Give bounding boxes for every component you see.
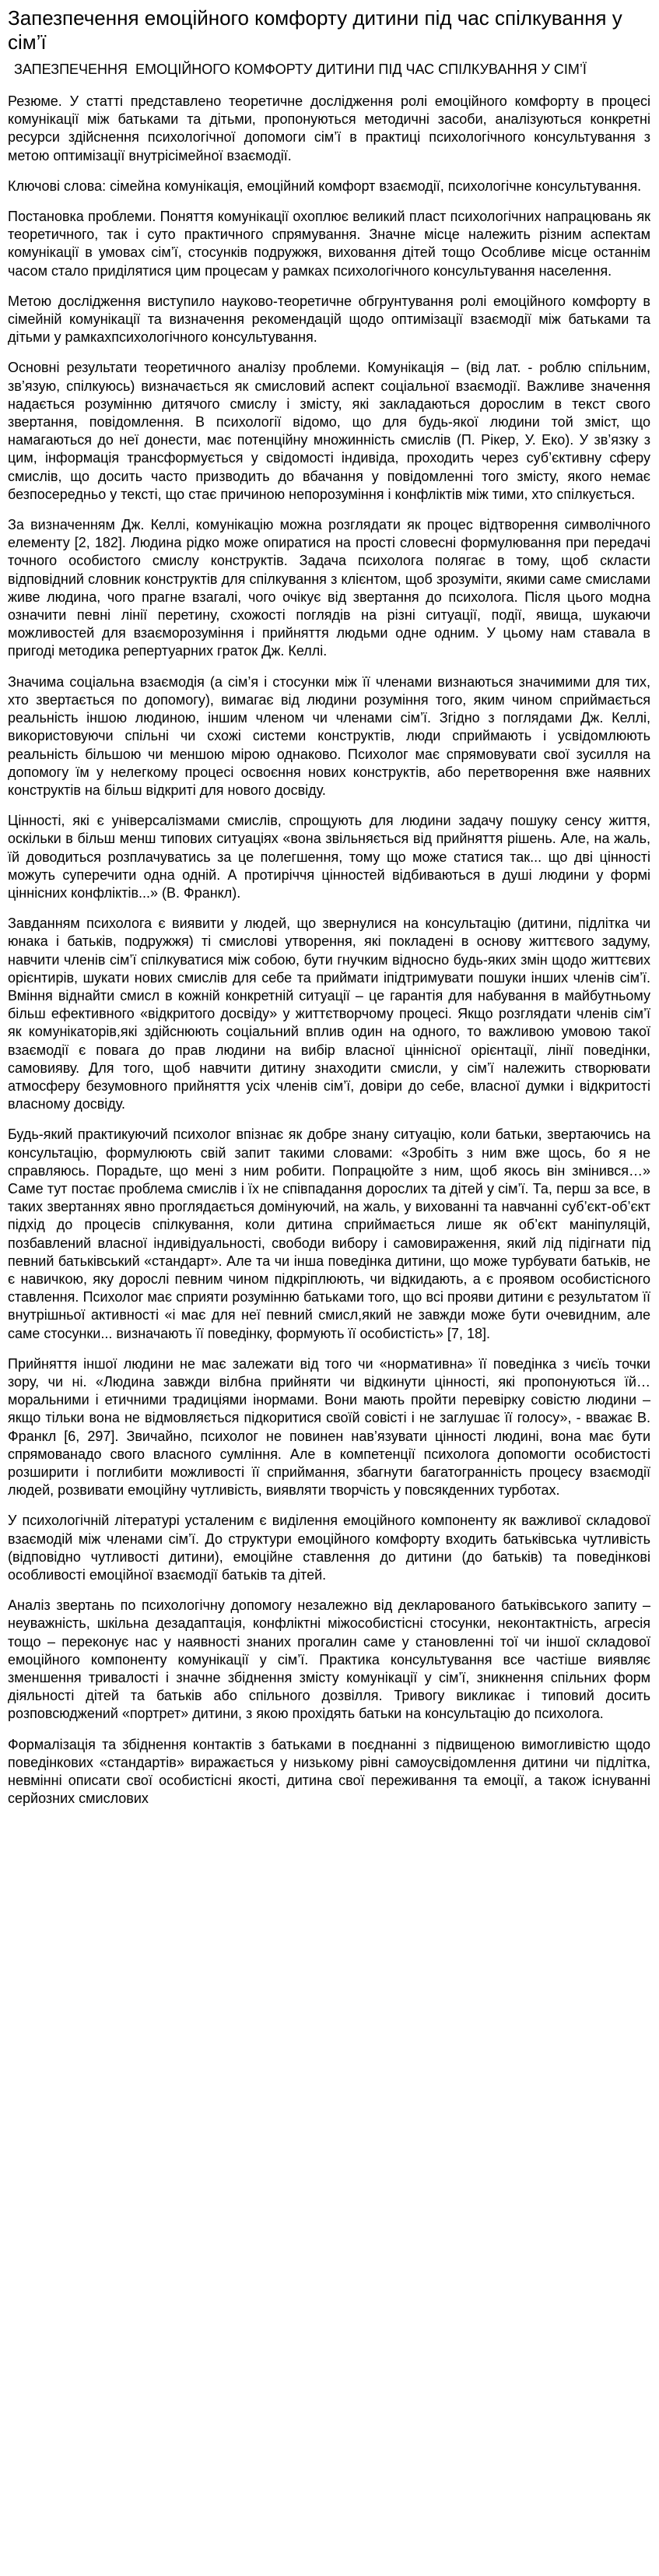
paragraph-kelly-definition: За визначенням Дж. Келлі, комунікацію можна розглядати як процес відтворення символічного елементу [2, 182]. Людина рідко може опиратися на прості словесні формулювання при передачі точного особистого смислу конструктів. Задача психолога полягає в тому, щоб скласти відповідний словник конструктів для спілкування з клієнтом, щоб зрозуміти, якими саме смислами живе людина, чого прагне взагалі, чого очікує від звертання до психолога. Після цього модна означити певні лінії перетину, схожості поглядів на різні ситуації, події, явища, шукаючи можливостей для взаєморозуміння і прийняття людьми одне одним. У цьому нам ставала в пригоді методика репертуарних граток Дж. Келлі.: [8, 517, 650, 659]
paragraph-problem-statement: Постановка проблеми. Поняття комунікації охоплює великий пласт психологічних напрацювань як теоретичного, так і суто практичного спрямування. Значне місце належить різним аспектам комунікації в умовах сім’ї, стосунків подружжя, виховання дітей тощо Особливе місце останнім часом стало приділятися цим процесам у рамках психологічного консультування населення.: [8, 209, 650, 279]
paragraph-parent-requests: Будь-який практикуючий психолог впізнає як добре знану ситуацію, коли батьки, звертаючись на консультацію, формулюють свій запит такими словами: «Зробіть з ним вже щось, бо я не справляюсь. Порадьте, що мені з ним робити. Попрацюйте з ним, щоб якось він змінився…» Саме тут постає проблема смислів і їх не співпадання дорослих та дітей у сім’ї. Та, перш за все, в таких звертаннях явно проглядається домінуючий, на жаль, у вихованні та навчанні суб’єкт-об’єкт підхід до процесів спілкування, коли дитина сприймається лише як об’єкт маніпуляцій, позбавлений власної індивідуальності, свободи вибору і самовираження, який лід підігнати під певний батьківський «стандарт». Але та чи інша поведінка дитини, що може турбувати батьків, не є навичкою, яку дорослі певним чином підкріплюють, чи відкидають, а є проявом особистісного ставлення. Психолог має сприяти розумінню батьками того, що всі прояви дитини є результатом її внутрішньої активності «і має для неї певний смисл,який не завжди може бути очевидним, але саме стосунки... визначають її поведінку, формують її особистість» [7, 18].: [8, 1126, 650, 1341]
paragraph-formalization: Формалізація та збіднення контактів з батьками в поєднанні з підвищеною вимогливістю щодо поведінкових «стандартів» виражається у низькому рівні самоусвідомлення дитини чи підлітка, невмінні описати свої особистісні якості, дитина свої переживання та емоції, а також існуванні серйозних смислових: [8, 1736, 650, 1807]
paragraph-research-goal: Метою дослідження виступило науково-теоретичне обгрунтування ролі емоційного комфорту в сімейній комунікації та визначення рекомендацій щодо оптимізації взаємодії між батьками та дітьми у рамкахпсихологічного консультування.: [8, 293, 650, 346]
article-body: [8, 93, 650, 1808]
paragraph-psychologist-task: Завданням психолога є виявити у людей, що звернулися на консультацію (дитини, підлітка чи юнака і батьків, подружжя) ті смислові утворення, які покладені в основу життєвого задуму, навчити членів сім’ї спілкуватися між собою, бути гнучким відносно будь-яких змін щодо життєвих орієнтирів, шукати нових смислів для себе та приймати іпідтримувати пошуки інших членів сім’ї. Вміння віднайти смисл в кожній конкретній ситуації – це гарантія для набування в майбутньому більш ефективного «відкритого досвіду» у життєтворчому процесі. Якщо розглядати членів сім’ї як комунікаторів,які здійснюють соціальний вплив один на одного, то важливою умовою такої взаємодії є повага до прав людини на вибір власної ціннісної орієнтації, лінії поведінки, самовияву. Для того, щоб навчити дитину знаходити смисли, у сім’ї належить створювати атмосферу безумовного прийняття усіх членів сім’ї, довіри до себе, власної думки і відкритості власному досвіду.: [8, 915, 650, 1112]
paragraph-main-results: Основні результати теоретичного аналізу проблеми. Комунікація – (від лат. - роблю спільним, зв’язую, спілкуюсь) визначається як смисловий аспект соціальної взаємодії. Важливе значення надається розумінню дитячого смислу і змісту, які закладаються дорослим в текст свого звертання, повідомлення. В психології відомо, що для будь-якої людини той зміст, що намагаються до неї донести, має потенційну множинність смислів (П. Рікер, У. Еко). У зв’язку з цим, інформація трансформується у свідомості індивіда, проходить через суб’єктивну сферу смислів, що досить часто призводить до вбачання у повідомленні того змісту, якого немає безпосередньо у тексті, що стає причиною непорозуміння і конфліктів між тими, хто спілкується.: [8, 360, 650, 502]
article-subtitle: ЗАПЕЗПЕЧЕННЯ ЕМОЦІЙНОГО КОМФОРТУ ДИТИНИ ПІД ЧАС СПІЛКУВАННЯ У СІМ’Ї: [14, 62, 587, 77]
paragraph-values: Цінності, які є універсалізмами смислів, спрощують для людини задачу пошуку сенсу життя, оскільки в більш менш типових ситуаціях «вона звільняється від прийняття рішень. Але, на жаль, їй доводиться розплачуватись за це полегшення, тому що може статися так... що дві цінності можуть суперечити одна одній. А протиріччя цінностей відбиваються в душі людини у формі ціннісних конфліктів...» (В. Франкл).: [8, 813, 650, 901]
paragraph-social-interaction: Значима соціальна взаємодія (а сім’я і стосунки між її членами визнаються значимими для тих, хто звертається по допомогу), вимагає від людини розуміння того, яким чином сприймається реальність іншою людиною, іншим членом чи членами сім’ї. Згідно з поглядами Дж. Келлі, використовуючи спільні чи схожі системи конструктів, люди сприймають і усвідомлюють реальність більшою чи меншою мірою однаково. Психолог має спрямовувати свої зусилля на допомогу їм у нелегкому процесі освоєння нових конструктів, або перетворення вже наявних конструктів на більш відкриті для нового досвіду.: [8, 673, 650, 798]
paragraph-emotional-component: У психологічній літературі усталеним є виділення емоційного компоненту як важливої складової взаємодій між членами сім’ї. До структури емоційного комфорту входить батьківська чутливість (відповідно чутливості дитини), емоційне ставлення до дитини (до батьків) та поведінкові особливості емоційної взаємодії батьків та дітей.: [8, 1513, 650, 1583]
paragraph-keywords: Ключові слова: сімейна комунікація, емоційний комфорт взаємодії, психологічне консультування.: [8, 177, 642, 194]
paragraph-abstract: Резюме. У статті представлено теоретичне дослідження ролі емоційного комфорту в процесі комунікації між батьками та дітьми, пропонуються методичні засоби, аналізуються конкретні ресурси здійснення психологічної допомоги сім’ї в практиці психологічного консультування з метою оптимізації внутрісімейної взаємодії.: [8, 93, 650, 163]
document-page: [8, 6, 650, 1820]
paragraph-consultation-analysis: Аналіз звертань по психологічну допомогу незалежно від декларованого батьківського запиту – неуважність, шкільна дезадаптація, конфліктні міжособистісні стосунки, неконтактність, агресія тощо – переконує нас у наявності знаних прогалин саме у становленні тої чи іншої складової емоційного компоненту комунікації у сім’ї. Практика консультування все частіше виявляє зменшення тривалості і значне збіднення змісту комунікації у сім’ї, зникнення спільних форм діяльності дітей та батьків або спільного дозвілля. Тривогу викликає і типовий досить розповсюджений «портрет» дитини, з якою прохідять батьки на консультацію до психолога.: [8, 1597, 650, 1722]
article-title: Запезпечення емоційного комфорту дитини під час спілкування у сім’ї: [8, 6, 622, 54]
paragraph-acceptance: Прийняття іншої людини не має залежати від того чи «нормативна» її поведінка з чиєїь точки зору, чи ні. «Людина завжди вілбна прийняти чи відкинути цінності, які пропонуються їй… моральними і етичними традиціями інормами. Вони мають пройти перевірку совістю людини – якщо тільки вона не відмовляється підкоритися своїй совісті і не заглушає її голосу», - вважає В. Франкл [6, 297]. Звичайно, психолог не повинен нав’язувати цінності людині, вона має бути спрямованадо свого власного сумління. Але в компетенції психолога допомогти особистості розширити і поглибити можливості її сприймання, збагнути багатогранність процесу взаємодії людей, розвивати емоційну чутливість, виявляти творчість у повсякденних турботах.: [8, 1355, 650, 1499]
